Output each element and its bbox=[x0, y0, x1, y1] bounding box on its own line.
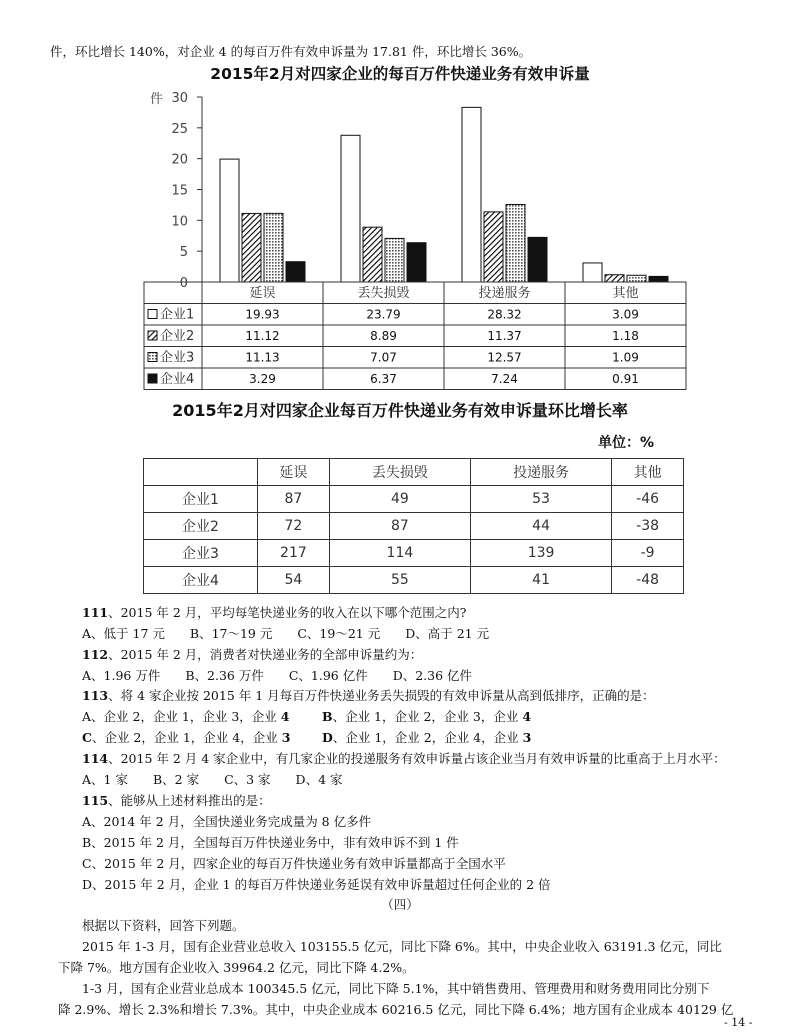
table-cell: -9 bbox=[612, 540, 684, 567]
question-113-option-b bbox=[322, 707, 531, 725]
table-header-cell: 投递服务 bbox=[470, 459, 611, 486]
bar bbox=[605, 275, 624, 282]
legend-label: 企业2 bbox=[160, 329, 195, 344]
question-113-option-a bbox=[82, 707, 289, 725]
data-label: 8.89 bbox=[370, 329, 397, 343]
question-113 bbox=[82, 686, 655, 704]
bar-chart bbox=[140, 85, 700, 395]
question-text: 、2015 年 2 月 4 家企业中，有几家企业的投递服务有效申诉量占该企业当月有效申诉量的比重高于上月水平： bbox=[108, 751, 726, 766]
row-label: 企业2 bbox=[144, 513, 258, 540]
table-row bbox=[144, 540, 684, 567]
option-b-text: 、企业 1，企业 2，企业 3，企业 bbox=[332, 709, 523, 724]
paragraph-2-line-2: 降 2.9%、增长 2.3%和增长 7.3%。其中，中央企业成本 60216.5 亿元，同比下降 6.4%；地方国有企业成本 40129 亿 bbox=[58, 1002, 734, 1017]
category-label: 投递服务 bbox=[478, 286, 531, 301]
paragraph-1-line-2: 下降 7%。地方国有企业收入 39964.2 亿元，同比下降 4.2%。 bbox=[58, 960, 415, 975]
section-heading: （四） bbox=[381, 897, 419, 912]
bar bbox=[341, 135, 360, 282]
row-label: 企业4 bbox=[144, 567, 258, 594]
question-text: 、2015 年 2 月，平均每笔快递业务的收入在以下哪个范围之内? bbox=[108, 605, 467, 620]
y-tick-label: 30 bbox=[171, 91, 188, 106]
growth-table-unit: 单位：% bbox=[598, 435, 655, 451]
question-112 bbox=[82, 645, 422, 663]
table-cell: -46 bbox=[612, 486, 684, 513]
data-label: 6.37 bbox=[370, 372, 397, 386]
legend-label: 企业3 bbox=[160, 350, 195, 366]
bar bbox=[627, 275, 646, 282]
option-b-end: 4 bbox=[522, 709, 532, 724]
question-number: 113 bbox=[82, 688, 109, 703]
question-113-option-c bbox=[82, 728, 290, 746]
option-d-letter: D bbox=[322, 730, 333, 745]
y-tick-label: 20 bbox=[171, 152, 188, 168]
table-row bbox=[144, 513, 684, 540]
table-cell: 55 bbox=[329, 567, 470, 594]
table-corner-cell bbox=[144, 459, 258, 486]
table-cell: 217 bbox=[258, 540, 330, 567]
table-cell: 114 bbox=[329, 540, 470, 567]
table-header-cell: 丢失损毁 bbox=[329, 459, 470, 486]
table-header-cell: 其他 bbox=[612, 459, 684, 486]
legend-swatch bbox=[148, 310, 157, 319]
y-tick-label: 15 bbox=[171, 183, 188, 199]
table-header-cell: 延误 bbox=[258, 459, 330, 486]
question-text: 、将 4 家企业按 2015 年 1 月每百万件快递业务丢失损毁的有效申诉量从高到低排序，正确的是： bbox=[108, 688, 655, 703]
bar bbox=[220, 159, 239, 282]
table-cell: 53 bbox=[470, 486, 611, 513]
option-b-letter: B bbox=[322, 709, 333, 724]
data-label: 11.13 bbox=[245, 350, 280, 365]
question-number: 115 bbox=[82, 793, 109, 808]
question-number: 114 bbox=[82, 751, 109, 766]
question-112-options: A、1.96 万件 B、2.36 万件 C、1.96 亿件 D、2.36 亿件 bbox=[82, 668, 473, 683]
y-axis-label: 件 bbox=[150, 92, 164, 107]
category-label: 丢失损毁 bbox=[357, 286, 410, 301]
row-label: 企业1 bbox=[144, 486, 258, 513]
bar bbox=[484, 212, 503, 282]
data-label: 3.29 bbox=[249, 372, 276, 386]
data-label: 7.24 bbox=[491, 372, 518, 386]
data-label: 1.09 bbox=[612, 350, 639, 365]
table-cell: 41 bbox=[470, 567, 611, 594]
table-row bbox=[144, 486, 684, 513]
table-cell: 139 bbox=[470, 540, 611, 567]
bar bbox=[363, 227, 382, 282]
table-cell: -48 bbox=[612, 567, 684, 594]
page-number: - 14 - bbox=[724, 1016, 753, 1029]
legend-swatch bbox=[148, 374, 157, 383]
bar bbox=[462, 107, 481, 282]
data-label: 3.09 bbox=[612, 307, 639, 322]
table-cell: -38 bbox=[612, 513, 684, 540]
question-113-option-d bbox=[322, 728, 531, 746]
table-cell: 87 bbox=[258, 486, 330, 513]
bar bbox=[528, 237, 547, 282]
table-cell: 44 bbox=[470, 513, 611, 540]
data-label: 11.12 bbox=[245, 329, 280, 343]
data-label: 0.91 bbox=[612, 372, 639, 386]
growth-table bbox=[143, 458, 684, 594]
question-115-option-b: B、2015 年 2 月，全国每百万件快递业务中，非有效申诉不到 1 件 bbox=[82, 835, 459, 850]
bar bbox=[264, 213, 283, 282]
paragraph-1-line-1: 2015 年 1-3 月，国有企业营业总收入 103155.5 亿元，同比下降 6%。其中，中央企业收入 63191.3 亿元，同比 bbox=[82, 939, 722, 954]
bar bbox=[583, 263, 602, 282]
question-111 bbox=[82, 603, 466, 621]
question-text: 、2015 年 2 月，消费者对快递业务的全部申诉量约为： bbox=[108, 647, 423, 662]
data-label: 11.37 bbox=[487, 329, 522, 343]
legend-swatch bbox=[148, 331, 157, 340]
option-d-text: 、企业 1，企业 2，企业 4，企业 bbox=[332, 730, 523, 745]
data-table-border bbox=[144, 282, 686, 390]
data-label: 23.79 bbox=[366, 307, 401, 322]
question-115-option-d: D、2015 年 2 月，企业 1 的每百万件快递业务延误有效申诉量超过任何企业的 2 倍 bbox=[82, 877, 551, 892]
option-d-end: 3 bbox=[522, 730, 532, 745]
option-c-end: 3 bbox=[281, 730, 291, 745]
option-a-text: A、企业 2，企业 1，企业 3，企业 bbox=[82, 709, 281, 724]
y-tick-label: 25 bbox=[171, 121, 188, 137]
data-label: 12.57 bbox=[487, 350, 522, 365]
bar bbox=[506, 204, 525, 282]
data-label: 1.18 bbox=[612, 329, 639, 343]
bar bbox=[242, 213, 261, 282]
bar bbox=[407, 243, 426, 282]
option-c-letter: C bbox=[82, 730, 92, 745]
growth-table-title: 2015年2月对四家企业每百万件快递业务有效申诉量环比增长率 bbox=[172, 401, 628, 420]
table-cell: 54 bbox=[258, 567, 330, 594]
chart-title: 2015年2月对四家企业的每百万件快递业务有效申诉量 bbox=[210, 65, 590, 83]
table-cell: 49 bbox=[329, 486, 470, 513]
question-114 bbox=[82, 749, 726, 767]
paragraph-2-line-1: 1-3 月，国有企业营业总成本 100345.5 亿元，同比下降 5.1%，其中销售费用、管理费用和财务费用同比分别下 bbox=[82, 981, 710, 996]
question-111-options: A、低于 17 元 B、17～19 元 C、19～21 元 D、高于 21 元 bbox=[82, 626, 490, 641]
y-tick-label: 10 bbox=[171, 214, 188, 230]
category-label: 延误 bbox=[249, 286, 276, 301]
category-label: 其他 bbox=[612, 286, 639, 301]
y-tick-label: 0 bbox=[179, 276, 188, 291]
table-row bbox=[144, 567, 684, 594]
bar bbox=[385, 238, 404, 282]
data-label: 7.07 bbox=[370, 350, 397, 365]
section-intro: 根据以下资料，回答下列题。 bbox=[82, 918, 245, 933]
table-cell: 72 bbox=[258, 513, 330, 540]
top-line-text: 件，环比增长 140%，对企业 4 的每百万件有效申诉量为 17.81 件，环比增长 36%。 bbox=[50, 44, 532, 59]
question-number: 111 bbox=[82, 605, 109, 620]
question-text: 、能够从上述材料推出的是： bbox=[108, 793, 271, 808]
question-115-option-a: A、2014 年 2 月，全国快递业务完成量为 8 亿多件 bbox=[82, 814, 372, 829]
question-number: 112 bbox=[82, 647, 109, 662]
legend-swatch bbox=[148, 353, 157, 362]
y-tick-label: 5 bbox=[179, 245, 188, 261]
question-115-option-c: C、2015 年 2 月，四家企业的每百万件快递业务有效申诉量都高于全国水平 bbox=[82, 856, 506, 871]
question-114-options: A、1 家 B、2 家 C、3 家 D、4 家 bbox=[82, 772, 343, 787]
legend-label: 企业1 bbox=[160, 307, 195, 323]
question-115 bbox=[82, 791, 271, 809]
bar bbox=[286, 262, 305, 282]
bar bbox=[649, 276, 668, 282]
table-header-row bbox=[144, 459, 684, 486]
legend-label: 企业4 bbox=[160, 372, 195, 387]
data-label: 19.93 bbox=[245, 307, 280, 322]
table-cell: 87 bbox=[329, 513, 470, 540]
data-label: 28.32 bbox=[487, 307, 522, 322]
option-c-text: 、企业 2，企业 1，企业 4，企业 bbox=[91, 730, 282, 745]
row-label: 企业3 bbox=[144, 540, 258, 567]
option-a-end: 4 bbox=[280, 709, 290, 724]
